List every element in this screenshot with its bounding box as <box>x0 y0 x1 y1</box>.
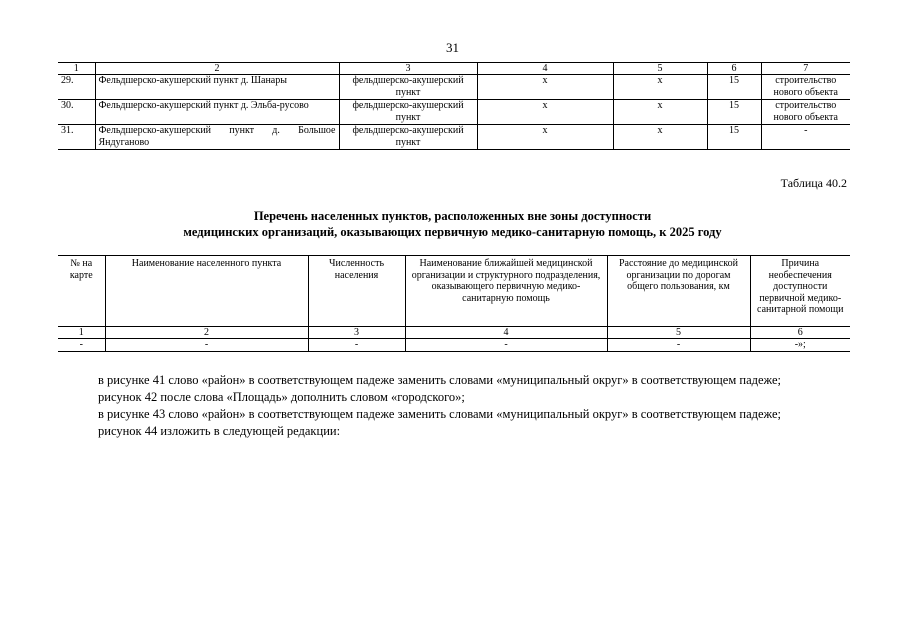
table-row <box>58 339 850 352</box>
paragraph: в рисунке 41 слово «район» в соответствующем падеже заменить словами «муниципальный округ» в соответствующем падеже; <box>98 373 782 387</box>
page-number: 31 <box>446 40 459 55</box>
cell: строительство нового объекта <box>761 100 850 125</box>
title-line: медицинских организаций, оказывающих первичную медико-санитарную помощь, к 2025 году <box>183 225 722 239</box>
header-cell: 1 <box>58 63 95 75</box>
cell: - <box>105 339 308 352</box>
header-cell: Наименование населенного пункта <box>105 256 308 327</box>
header-cell: № на карте <box>58 256 105 327</box>
facility-type: фельдшерско-акушерский пункт <box>339 75 477 100</box>
cell: х <box>613 75 707 100</box>
table-title <box>0 208 905 240</box>
header-cell: 7 <box>761 63 850 75</box>
header-cell: Наименование ближайшей медицинской организации и структурного подразделения, оказывающего первичную медико-санитарную помощь <box>405 256 607 327</box>
cell: 15 <box>707 125 761 150</box>
cell: х <box>477 125 613 150</box>
title-line: Перечень населенных пунктов, расположенных вне зоны доступности <box>253 209 652 223</box>
paragraph: в рисунке 43 слово «район» в соответствующем падеже заменить словами «муниципальный округ» в соответствующем падеже; <box>98 407 782 421</box>
header-cell: 4 <box>477 63 613 75</box>
table-row <box>58 100 850 125</box>
cell: - <box>58 339 105 352</box>
table-row <box>58 75 850 100</box>
header-cell: Причина необеспечения доступности первичной медико-санитарной помощи <box>750 256 850 327</box>
cell: х <box>613 100 707 125</box>
header-cell: 2 <box>95 63 339 75</box>
table-row <box>58 125 850 150</box>
header-cell: 5 <box>613 63 707 75</box>
column-number: 3 <box>308 327 405 339</box>
paragraph: рисунок 44 изложить в следующей редакции: <box>98 424 341 438</box>
table-label: Таблица 40.2 <box>780 176 847 190</box>
cell: строительство нового объекта <box>761 75 850 100</box>
header-cell: Численность населения <box>308 256 405 327</box>
column-number-row <box>58 327 850 339</box>
cell: х <box>613 125 707 150</box>
column-number: 1 <box>58 327 105 339</box>
facility-type: фельдшерско-акушерский пункт <box>339 125 477 150</box>
cell: - <box>308 339 405 352</box>
table-header-row <box>58 63 850 75</box>
column-number: 2 <box>105 327 308 339</box>
cell: 15 <box>707 75 761 100</box>
column-number: 6 <box>750 327 850 339</box>
row-number: 29. <box>58 75 95 100</box>
cell: х <box>477 100 613 125</box>
facility-type: фельдшерско-акушерский пункт <box>339 100 477 125</box>
header-cell: 3 <box>339 63 477 75</box>
facility-name: Фельдшерско-акушерский пункт д. Шанары <box>95 75 339 100</box>
paragraph: рисунок 42 после слова «Площадь» дополнить словом «городского»; <box>98 390 465 404</box>
cell: х <box>477 75 613 100</box>
table-header-row <box>58 256 850 327</box>
body-text <box>58 372 850 440</box>
facility-name: Фельдшерско-акушерский пункт д. Эльба-русово <box>95 100 339 125</box>
table-continued <box>58 62 850 150</box>
facility-name: Фельдшерско-акушерский пункт д. Большое Яндуганово <box>95 125 339 150</box>
column-number: 4 <box>405 327 607 339</box>
cell: - <box>607 339 750 352</box>
table-40-2 <box>58 255 850 352</box>
header-cell: Расстояние до медицинской организации по дорогам общего пользования, км <box>607 256 750 327</box>
cell: -»; <box>750 339 850 352</box>
cell: 15 <box>707 100 761 125</box>
column-number: 5 <box>607 327 750 339</box>
cell: - <box>761 125 850 150</box>
row-number: 31. <box>58 125 95 150</box>
cell: - <box>405 339 607 352</box>
row-number: 30. <box>58 100 95 125</box>
header-cell: 6 <box>707 63 761 75</box>
